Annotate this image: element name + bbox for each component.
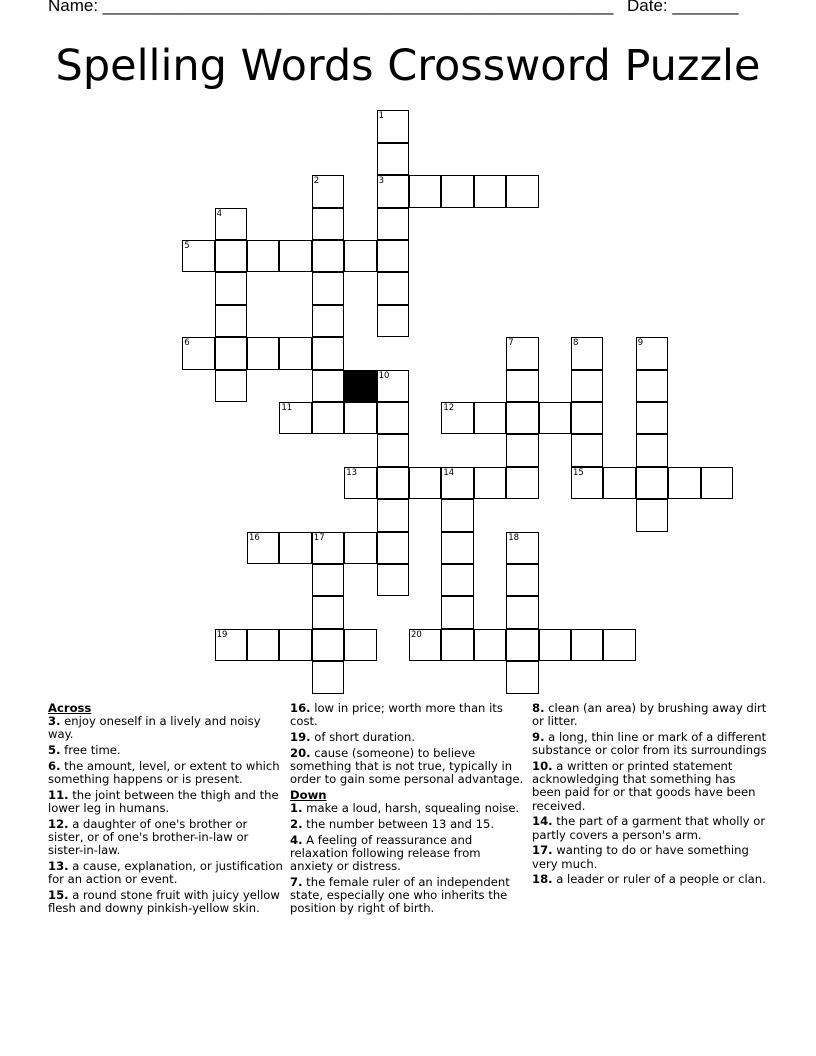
crossword-cell[interactable] <box>409 467 441 499</box>
crossword-cell[interactable] <box>377 467 409 499</box>
clue-number: 15 <box>573 467 584 478</box>
crossword-cell[interactable] <box>539 402 571 434</box>
down-clue: 7. the female ruler of an independent state, especially one who inherits the position by right of birth. <box>290 875 510 916</box>
clue-number: 17 <box>313 532 325 543</box>
crossword-cell[interactable] <box>215 208 247 240</box>
clue-number: 13 <box>346 467 358 478</box>
crossword-cell[interactable] <box>571 467 603 499</box>
across-clue: 5. free time. <box>48 743 121 758</box>
crossword-cell[interactable] <box>409 629 441 661</box>
crossword-cell[interactable] <box>377 564 409 596</box>
clue-number: 8 <box>573 338 579 349</box>
crossword-cell[interactable] <box>279 532 311 564</box>
crossword-cell[interactable] <box>636 337 668 369</box>
crossword-cell[interactable] <box>539 629 571 661</box>
crossword-cell[interactable] <box>506 629 538 661</box>
crossword-cell[interactable] <box>279 402 311 434</box>
crossword-cell[interactable] <box>506 337 538 369</box>
crossword-cell[interactable] <box>377 532 409 564</box>
crossword-cell[interactable] <box>377 305 409 337</box>
crossword-cell[interactable] <box>215 272 247 304</box>
down-clue: 17. wanting to do or have something very much. <box>532 843 749 871</box>
crossword-cell[interactable] <box>377 402 409 434</box>
clue-number: 2 <box>313 176 320 187</box>
down-clue: 1. make a loud, harsh, squealing noise. <box>290 801 520 816</box>
down-clue: 8. clean (an area) by brushing away dirt or litter. <box>532 701 767 729</box>
crossword-cell[interactable] <box>312 337 344 369</box>
crossword-cell[interactable] <box>312 629 344 661</box>
crossword-cell[interactable] <box>506 532 538 564</box>
crossword-cell[interactable] <box>247 240 279 272</box>
crossword-cell[interactable] <box>312 564 344 596</box>
down-clue: 10. a written or printed statement acknowledging that something has been paid for or that goods have been received. <box>532 759 756 813</box>
crossword-cell[interactable] <box>344 532 376 564</box>
clue-column-3 <box>532 702 768 889</box>
crossword-cell[interactable] <box>215 629 247 661</box>
clue-number: 12 <box>443 403 455 413</box>
crossword-cell[interactable] <box>247 629 279 661</box>
across-clue: 3. enjoy oneself in a lively and noisy way. <box>48 714 261 742</box>
crossword-cell[interactable] <box>603 467 635 499</box>
crossword-cell[interactable] <box>441 402 473 434</box>
crossword-cell[interactable] <box>312 175 344 207</box>
clue-number: 1 <box>378 111 385 122</box>
crossword-cell[interactable] <box>279 337 311 369</box>
down-clue: 18. a leader or ruler of a people or clan. <box>532 872 766 887</box>
crossword-cell[interactable] <box>441 467 473 499</box>
across-clue: 16. low in price; worth more than its cost. <box>290 701 503 729</box>
crossword-cell[interactable] <box>668 467 700 499</box>
crossword-cell[interactable] <box>182 240 214 272</box>
clue-number: 19 <box>216 629 228 640</box>
crossword-cell[interactable] <box>506 596 538 628</box>
clue-column-2 <box>290 702 526 918</box>
crossword-cell[interactable] <box>377 272 409 304</box>
crossword-cell[interactable] <box>312 208 344 240</box>
blocked-cell <box>344 370 376 402</box>
crossword-cell[interactable] <box>377 434 409 466</box>
crossword-cell[interactable] <box>377 175 409 207</box>
across-clue: 13. a cause, explanation, or justification for an action or event. <box>48 859 283 887</box>
crossword-cell[interactable] <box>409 175 441 207</box>
crossword-cell[interactable] <box>312 272 344 304</box>
clue-number: 18 <box>508 532 520 543</box>
crossword-cell[interactable] <box>636 434 668 466</box>
crossword-cell[interactable] <box>571 434 603 466</box>
crossword-cell[interactable] <box>506 434 538 466</box>
crossword-cell[interactable] <box>215 370 247 402</box>
crossword-cell[interactable] <box>636 370 668 402</box>
crossword-cell[interactable] <box>636 402 668 434</box>
crossword-cell[interactable] <box>312 661 344 693</box>
crossword-cell[interactable] <box>344 467 376 499</box>
crossword-cell[interactable] <box>441 629 473 661</box>
date-field-label: Date: _______ <box>627 0 739 15</box>
crossword-cell[interactable] <box>312 240 344 272</box>
crossword-cell[interactable] <box>441 532 473 564</box>
clue-number: 10 <box>378 370 390 381</box>
crossword-cell[interactable] <box>344 240 376 272</box>
crossword-cell[interactable] <box>603 629 635 661</box>
crossword-cell[interactable] <box>571 402 603 434</box>
crossword-cell[interactable] <box>279 629 311 661</box>
crossword-cell[interactable] <box>312 370 344 402</box>
crossword-cell[interactable] <box>312 402 344 434</box>
across-clue: 6. the amount, level, or extent to which something happens or is present. <box>48 759 280 787</box>
crossword-cell[interactable] <box>312 305 344 337</box>
down-clue: 4. A feeling of reassurance and relaxation following release from anxiety or distress. <box>290 832 481 874</box>
clue-number: 16 <box>249 532 260 543</box>
crossword-cell[interactable] <box>344 402 376 434</box>
crossword-cell[interactable] <box>474 175 506 207</box>
crossword-cell[interactable] <box>571 629 603 661</box>
down-heading: Down <box>290 788 327 802</box>
crossword-cell[interactable] <box>441 175 473 207</box>
crossword-cell[interactable] <box>215 337 247 369</box>
crossword-cell[interactable] <box>377 208 409 240</box>
page-title: Spelling Words Crossword Puzzle <box>55 41 761 91</box>
crossword-cell[interactable] <box>312 596 344 628</box>
crossword-cell[interactable] <box>441 499 473 531</box>
crossword-cell[interactable] <box>474 402 506 434</box>
crossword-cell[interactable] <box>506 661 538 693</box>
crossword-cell[interactable] <box>215 240 247 272</box>
crossword-cell[interactable] <box>571 337 603 369</box>
crossword-cell[interactable] <box>506 370 538 402</box>
across-clue: 19. of short duration. <box>290 730 416 744</box>
clue-number: 3 <box>378 176 385 187</box>
crossword-cell[interactable] <box>636 467 668 499</box>
down-clue: 9. a long, thin line or mark of a different substance or color from its surroundings <box>532 730 767 758</box>
crossword-cell[interactable] <box>215 305 247 337</box>
crossword-cell[interactable] <box>377 110 409 142</box>
crossword-cell[interactable] <box>279 240 311 272</box>
crossword-cell[interactable] <box>636 499 668 531</box>
crossword-cell[interactable] <box>506 402 538 434</box>
crossword-cell[interactable] <box>701 467 733 499</box>
crossword-cell[interactable] <box>474 629 506 661</box>
crossword-cell[interactable] <box>506 175 538 207</box>
clue-number: 6 <box>184 338 190 349</box>
down-clue: 14. the part of a garment that wholly or partly covers a person's arm. <box>532 814 766 842</box>
clue-number: 14 <box>443 467 455 478</box>
crossword-cell[interactable] <box>474 467 506 499</box>
crossword-cell[interactable] <box>344 629 376 661</box>
crossword-cell[interactable] <box>182 337 214 369</box>
crossword-cell[interactable] <box>571 370 603 402</box>
crossword-cell[interactable] <box>441 596 473 628</box>
across-clue: 11. the joint between the thigh and the lower leg in humans. <box>48 788 279 816</box>
crossword-cell[interactable] <box>377 240 409 272</box>
crossword-cell[interactable] <box>506 564 538 596</box>
across-clue: 15. a round stone fruit with juicy yellow flesh and downy pinkish-yellow skin. <box>48 888 280 916</box>
clue-column-1 <box>48 702 284 918</box>
crossword-cell[interactable] <box>506 467 538 499</box>
crossword-cell[interactable] <box>441 564 473 596</box>
clue-number: 11 <box>281 403 293 413</box>
clue-number: 5 <box>184 241 190 251</box>
name-field-label: Name: ______________________________________________________ <box>48 0 614 15</box>
crossword-cell[interactable] <box>247 532 279 564</box>
across-clue: 12. a daughter of one's brother or sister, or of one's brother-in-law or sister-in-law. <box>48 817 249 858</box>
crossword-cell[interactable] <box>247 337 279 369</box>
across-heading: Across <box>48 701 92 715</box>
down-clue: 2. the number between 13 and 15. <box>290 817 495 831</box>
crossword-cell[interactable] <box>312 532 344 564</box>
clue-number: 4 <box>216 208 223 219</box>
crossword-cell[interactable] <box>377 370 409 402</box>
crossword-cell[interactable] <box>377 499 409 531</box>
clue-number: 7 <box>508 338 514 349</box>
crossword-cell[interactable] <box>377 143 409 175</box>
clue-number: 9 <box>637 338 644 349</box>
across-clue: 20. cause (someone) to believe something that is not true, typically in order to gain some personal advantage. <box>290 745 524 787</box>
clue-number: 20 <box>411 629 422 640</box>
